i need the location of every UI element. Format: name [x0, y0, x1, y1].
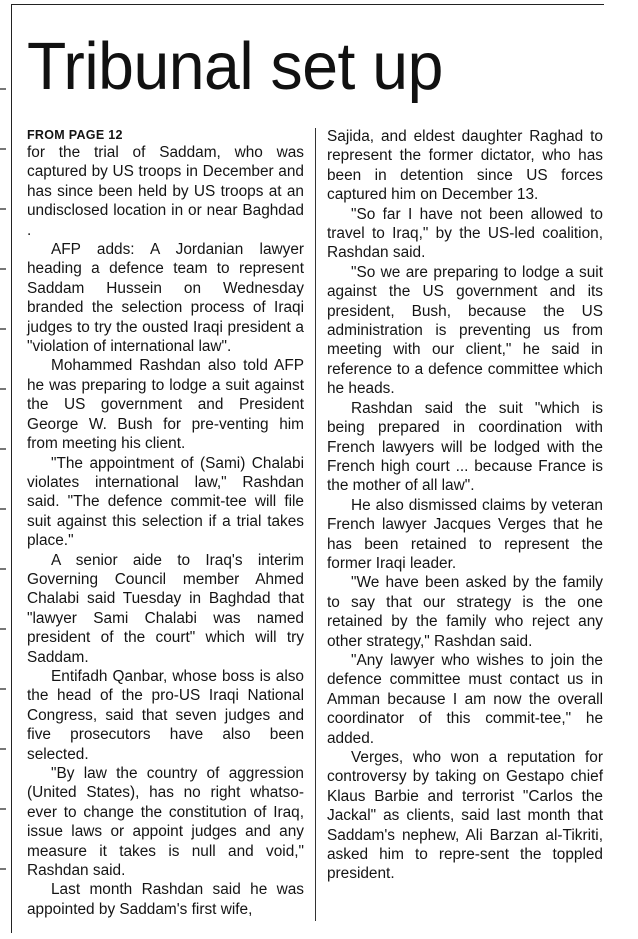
paragraph: "The appointment of (Sami) Chalabi violates international law," Rashdan said. "The defence commit-tee will file suit against this selection if a trial takes place." [27, 454, 304, 550]
paragraph: Last month Rashdan said he was appointed by Saddam's first wife, [27, 881, 304, 918]
continued-from-label: FROM PAGE 12 [27, 128, 123, 142]
paragraph: He also dismissed claims by veteran French lawyer Jacques Verges that he has been retained to represent the former Iraqi leader. [327, 496, 603, 572]
paragraph: Mohammed Rashdan also told AFP he was preparing to lodge a suit against the US government and President George W. Bush for pre-venting him from meeting his client. [27, 357, 304, 453]
article-column-left [27, 127, 304, 919]
paragraph: Sajida, and eldest daughter Raghad to represent the former dictator, who has been in detention since US forces captured him on December 13. [327, 128, 603, 204]
page-edge-dots [0, 30, 6, 919]
paragraph: "So we are preparing to lodge a suit against the US government and its president, Bush, because the US administration is preventing us from meeting with our client," he said in reference to a defence committee which he heads. [327, 263, 603, 398]
paragraph: for the trial of Saddam, who was captured by US troops in December and has since been held by US troops at an undisclosed location in or near Baghdad . [27, 144, 304, 239]
paragraph: "So far I have not been allowed to travel to Iraq," by the US-led coalition, Rashdan said. [327, 205, 603, 262]
headline: Tribunal set up [27, 29, 443, 104]
paragraph: A senior aide to Iraq's interim Governing Council member Ahmed Chalabi said Tuesday in Baghdad that "lawyer Sami Chalabi was named president of the court" which will try Saddam. [27, 551, 304, 666]
paragraph: Verges, who won a reputation for controversy by taking on Gestapo chief Klaus Barbie and terrorist "Carlos the Jackal" as clients, said last month that Saddam's nephew, Ali Barzan al-Tikriti, asked him to repre-sent the toppled president. [327, 749, 603, 883]
paragraph: "Any lawyer who wishes to join the defence committee must contact us in Amman because I am now the overall coordinator of this commit-tee," he added. [327, 651, 603, 747]
frame-left-rule [11, 4, 12, 933]
paragraph: "We have been asked by the family to say that our strategy is the one retained by the family who reject any other strategy," Rashdan said. [327, 574, 603, 650]
article-column-right [327, 127, 603, 884]
paragraph: Rashdan said the suit "which is being prepared in coordination with French lawyers will be lodged with the French high court ... because France is the mother of all law". [327, 399, 603, 495]
paragraph: Entifadh Qanbar, whose boss is also the head of the pro-US Iraqi National Congress, said that seven judges and five prosecutors have also been selected. [27, 667, 304, 763]
paragraph: AFP adds: A Jordanian lawyer heading a defence team to represent Saddam Hussein on Wednesday branded the selection process of Iraqi judges to try the ousted Iraqi president a "violation of international law". [27, 241, 304, 356]
frame-top-rule [11, 4, 604, 5]
column-divider [315, 128, 316, 921]
paragraph: "By law the country of aggression (United States), has no right whatso-ever to change the constitution of Iraq, issue laws or appoint judges and any measure it takes is null and void," Rashdan said. [27, 765, 304, 880]
